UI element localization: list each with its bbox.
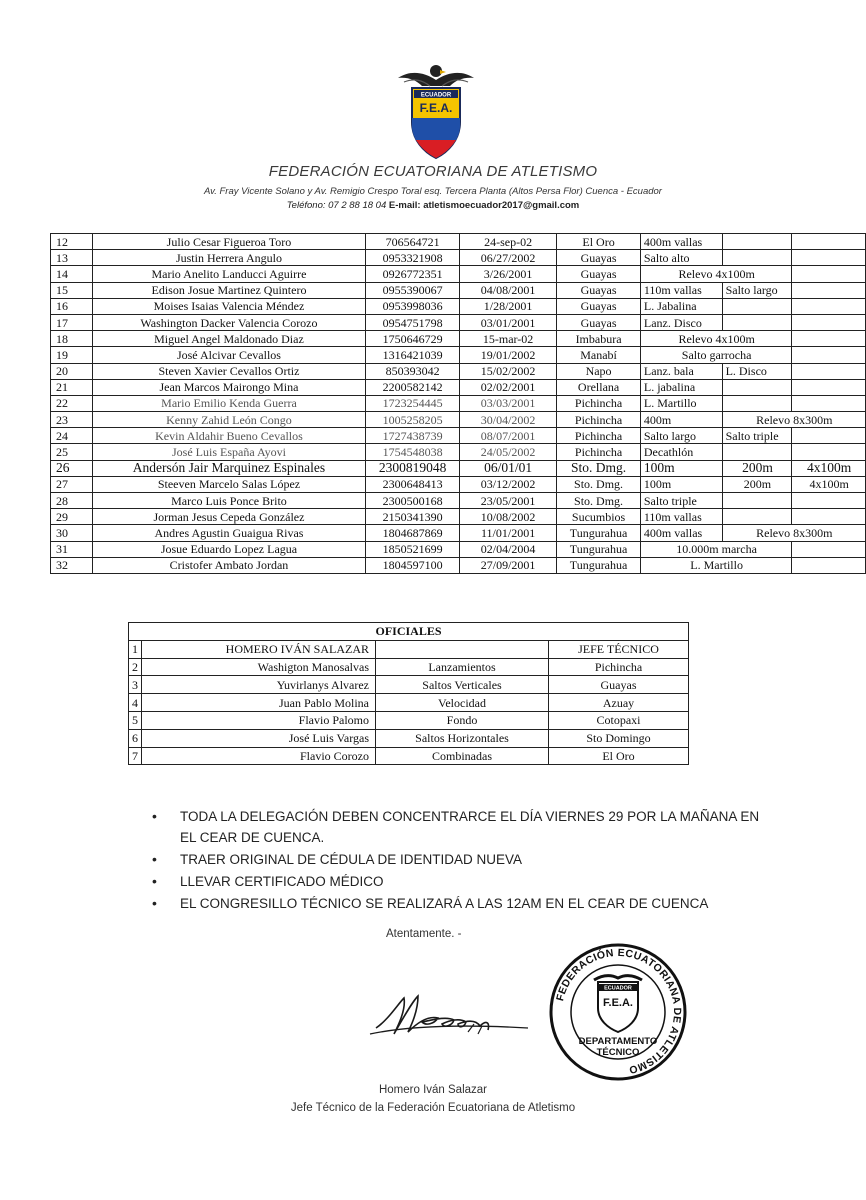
official-row bbox=[129, 729, 689, 747]
bullet-icon: • bbox=[152, 873, 157, 889]
athlete-province: Tungurahua bbox=[557, 541, 641, 557]
official-area: Saltos Horizontales bbox=[376, 729, 549, 747]
stamp-dept-line1: DEPARTAMENTO bbox=[578, 1036, 658, 1047]
official-number: 4 bbox=[129, 694, 142, 712]
athlete-birthdate: 24-sep-02 bbox=[459, 234, 556, 250]
athlete-name: Steven Xavier Cevallos Ortiz bbox=[92, 363, 366, 379]
official-row bbox=[129, 711, 689, 729]
official-name: Juan Pablo Molina bbox=[142, 694, 376, 712]
athlete-event-1: 100m bbox=[640, 476, 722, 492]
athlete-event-2 bbox=[722, 314, 792, 330]
official-province: Sto Domingo bbox=[549, 729, 689, 747]
athlete-row bbox=[51, 314, 866, 330]
officials-heading: OFICIALES bbox=[129, 623, 689, 641]
athlete-id-number: 1316421039 bbox=[366, 347, 460, 363]
athlete-row bbox=[51, 460, 866, 476]
athlete-province: Guayas bbox=[557, 298, 641, 314]
athlete-row bbox=[51, 331, 866, 347]
athlete-event-1: L. jabalina bbox=[640, 379, 722, 395]
athlete-birthdate: 15/02/2002 bbox=[459, 363, 556, 379]
athlete-event-2 bbox=[722, 379, 792, 395]
athlete-birthdate: 08/07/2001 bbox=[459, 428, 556, 444]
official-province: Azuay bbox=[549, 694, 689, 712]
official-name: Flavio Palomo bbox=[142, 711, 376, 729]
official-province: Cotopaxi bbox=[549, 711, 689, 729]
athlete-name: Mario Emilio Kenda Guerra bbox=[92, 395, 366, 411]
athlete-number: 13 bbox=[51, 250, 93, 266]
athlete-event-3 bbox=[792, 379, 866, 395]
athlete-event-1: L. Jabalina bbox=[640, 298, 722, 314]
athlete-name: Josue Eduardo Lopez Lagua bbox=[92, 541, 366, 557]
athlete-province: Guayas bbox=[557, 282, 641, 298]
athletes-table bbox=[50, 233, 866, 574]
athlete-name: Kenny Zahid León Congo bbox=[92, 412, 366, 428]
closing-text: Atentamente. - bbox=[386, 928, 462, 940]
athlete-event-3 bbox=[792, 282, 866, 298]
athlete-province: Napo bbox=[557, 363, 641, 379]
athlete-name: José Luis España Ayovi bbox=[92, 444, 366, 460]
official-number: 5 bbox=[129, 711, 142, 729]
athlete-number: 25 bbox=[51, 444, 93, 460]
official-area: Velocidad bbox=[376, 694, 549, 712]
athlete-name: Marco Luis Ponce Brito bbox=[92, 493, 366, 509]
athlete-row bbox=[51, 509, 866, 525]
handwritten-signature bbox=[368, 990, 533, 1045]
athlete-name: Edison Josue Martinez Quintero bbox=[92, 282, 366, 298]
official-name: Flavio Corozo bbox=[142, 747, 376, 765]
athlete-row bbox=[51, 428, 866, 444]
athlete-event-1: 400m vallas bbox=[640, 525, 722, 541]
stamp-dept-line2: TÉCNICO bbox=[596, 1047, 640, 1058]
athlete-id-number: 1723254445 bbox=[366, 395, 460, 411]
official-province: JEFE TÉCNICO bbox=[549, 640, 689, 658]
athlete-number: 24 bbox=[51, 428, 93, 444]
athlete-birthdate: 24/05/2002 bbox=[459, 444, 556, 460]
athlete-name: Justin Herrera Angulo bbox=[92, 250, 366, 266]
athlete-number: 15 bbox=[51, 282, 93, 298]
athlete-event-2: Relevo 8x300m bbox=[722, 412, 865, 428]
athlete-id-number: 0955390067 bbox=[366, 282, 460, 298]
org-email: E-mail: atletismoecuador2017@gmail.com bbox=[386, 200, 580, 211]
athlete-province: Imbabura bbox=[557, 331, 641, 347]
official-area: Saltos Verticales bbox=[376, 676, 549, 694]
athlete-province: Orellana bbox=[557, 379, 641, 395]
athlete-id-number: 850393042 bbox=[366, 363, 460, 379]
stamp-initials-text: F.E.A. bbox=[603, 997, 633, 1009]
athlete-event-3 bbox=[792, 298, 866, 314]
athlete-event-1: Salto garrocha bbox=[640, 347, 791, 363]
athlete-row bbox=[51, 525, 866, 541]
athlete-number: 18 bbox=[51, 331, 93, 347]
athlete-row bbox=[51, 347, 866, 363]
athlete-number: 23 bbox=[51, 412, 93, 428]
fea-logo bbox=[396, 60, 476, 160]
athlete-id-number: 1005258205 bbox=[366, 412, 460, 428]
athlete-number: 30 bbox=[51, 525, 93, 541]
athlete-event-3 bbox=[792, 266, 866, 282]
athlete-province: Sucumbios bbox=[557, 509, 641, 525]
athlete-birthdate: 10/08/2002 bbox=[459, 509, 556, 525]
athlete-event-2: Salto largo bbox=[722, 282, 792, 298]
athlete-name: Jean Marcos Mairongo Mina bbox=[92, 379, 366, 395]
athlete-event-3: 4x100m bbox=[792, 460, 866, 476]
athlete-province: Manabí bbox=[557, 347, 641, 363]
notes-list bbox=[152, 806, 772, 915]
athlete-number: 31 bbox=[51, 541, 93, 557]
athlete-id-number: 0953998036 bbox=[366, 298, 460, 314]
athlete-event-1: Salto alto bbox=[640, 250, 722, 266]
note-item bbox=[152, 849, 772, 870]
official-name: Yuvirlanys Alvarez bbox=[142, 676, 376, 694]
athlete-event-3 bbox=[792, 541, 866, 557]
athlete-number: 16 bbox=[51, 298, 93, 314]
athlete-province: El Oro bbox=[557, 234, 641, 250]
athlete-event-1: L. Martillo bbox=[640, 395, 722, 411]
athlete-row bbox=[51, 395, 866, 411]
athlete-event-2 bbox=[722, 509, 792, 525]
athlete-id-number: 0954751798 bbox=[366, 314, 460, 330]
officials-heading-row bbox=[129, 623, 689, 641]
org-contact bbox=[0, 200, 866, 211]
official-area: Combinadas bbox=[376, 747, 549, 765]
athlete-event-1: Relevo 4x100m bbox=[640, 331, 791, 347]
athlete-id-number: 2200582142 bbox=[366, 379, 460, 395]
logo-initials-text: F.E.A. bbox=[419, 101, 453, 115]
athlete-number: 14 bbox=[51, 266, 93, 282]
athlete-number: 29 bbox=[51, 509, 93, 525]
bullet-icon: • bbox=[152, 808, 157, 824]
stamp-banner-text: ECUADOR bbox=[604, 985, 632, 992]
athlete-id-number: 2150341390 bbox=[366, 509, 460, 525]
official-province: Guayas bbox=[549, 676, 689, 694]
athlete-event-3 bbox=[792, 250, 866, 266]
athlete-event-2: Salto triple bbox=[722, 428, 792, 444]
athlete-event-2 bbox=[722, 250, 792, 266]
athlete-event-3 bbox=[792, 234, 866, 250]
official-number: 3 bbox=[129, 676, 142, 694]
athlete-id-number: 2300500168 bbox=[366, 493, 460, 509]
athlete-birthdate: 30/04/2002 bbox=[459, 412, 556, 428]
athlete-id-number: 1754548038 bbox=[366, 444, 460, 460]
bullet-icon: • bbox=[152, 895, 157, 911]
signer-name: Homero Iván Salazar bbox=[378, 1084, 488, 1096]
athlete-province: Tungurahua bbox=[557, 525, 641, 541]
athlete-number: 20 bbox=[51, 363, 93, 379]
official-row bbox=[129, 676, 689, 694]
athlete-event-3 bbox=[792, 395, 866, 411]
athlete-id-number: 1850521699 bbox=[366, 541, 460, 557]
athlete-id-number: 1727438739 bbox=[366, 428, 460, 444]
org-address: Av. Fray Vicente Solano y Av. Remigio Crespo Toral esq. Tercera Planta (Altos Persa Flor) Cuenca - Ecuador bbox=[204, 186, 662, 197]
athlete-province: Guayas bbox=[557, 250, 641, 266]
athlete-id-number: 2300819048 bbox=[366, 460, 460, 476]
athlete-birthdate: 06/01/01 bbox=[459, 460, 556, 476]
athlete-id-number: 0926772351 bbox=[366, 266, 460, 282]
athlete-event-2 bbox=[722, 444, 792, 460]
note-text: TODA LA DELEGACIÓN DEBEN CONCENTRARCE EL DÍA VIERNES 29 POR LA MAÑANA EN EL CEAR DE CUENCA. bbox=[180, 809, 760, 845]
official-row bbox=[129, 658, 689, 676]
athlete-birthdate: 19/01/2002 bbox=[459, 347, 556, 363]
athlete-event-1: 10.000m marcha bbox=[640, 541, 791, 557]
athlete-event-3 bbox=[792, 347, 866, 363]
athlete-event-2 bbox=[722, 234, 792, 250]
athlete-event-2: 200m bbox=[722, 460, 792, 476]
athlete-event-3 bbox=[792, 493, 866, 509]
athlete-name: Julio Cesar Figueroa Toro bbox=[92, 234, 366, 250]
athlete-event-2: L. Disco bbox=[722, 363, 792, 379]
athlete-event-1: 100m bbox=[640, 460, 722, 476]
athlete-event-2: 200m bbox=[722, 476, 792, 492]
athlete-name: Andres Agustin Guaigua Rivas bbox=[92, 525, 366, 541]
athlete-name: Steeven Marcelo Salas López bbox=[92, 476, 366, 492]
athlete-event-3 bbox=[792, 557, 866, 573]
official-row bbox=[129, 747, 689, 765]
athlete-number: 32 bbox=[51, 557, 93, 573]
official-number: 1 bbox=[129, 640, 142, 658]
athlete-event-3: 4x100m bbox=[792, 476, 866, 492]
athlete-event-3 bbox=[792, 314, 866, 330]
athlete-event-2 bbox=[722, 493, 792, 509]
athlete-event-2 bbox=[722, 395, 792, 411]
note-item bbox=[152, 806, 772, 848]
athlete-province: Pichincha bbox=[557, 444, 641, 460]
athlete-event-2 bbox=[722, 298, 792, 314]
athlete-event-1: Salto largo bbox=[640, 428, 722, 444]
athlete-event-1: 400m bbox=[640, 412, 722, 428]
athlete-event-2: Relevo 8x300m bbox=[722, 525, 865, 541]
athlete-birthdate: 11/01/2001 bbox=[459, 525, 556, 541]
athlete-birthdate: 03/12/2002 bbox=[459, 476, 556, 492]
org-phone: Teléfono: 07 2 88 18 04 bbox=[286, 200, 387, 211]
athlete-event-1: Decathlón bbox=[640, 444, 722, 460]
athlete-row bbox=[51, 476, 866, 492]
athlete-id-number: 1804687869 bbox=[366, 525, 460, 541]
athlete-event-3 bbox=[792, 363, 866, 379]
athlete-number: 21 bbox=[51, 379, 93, 395]
athlete-name: Jorman Jesus Cepeda González bbox=[92, 509, 366, 525]
athlete-province: Tungurahua bbox=[557, 557, 641, 573]
athlete-name: Andersón Jair Marquinez Espinales bbox=[92, 460, 366, 476]
athlete-birthdate: 02/04/2004 bbox=[459, 541, 556, 557]
athlete-number: 26 bbox=[51, 460, 93, 476]
athlete-row bbox=[51, 234, 866, 250]
athlete-number: 28 bbox=[51, 493, 93, 509]
athlete-id-number: 0953321908 bbox=[366, 250, 460, 266]
official-number: 7 bbox=[129, 747, 142, 765]
athlete-row bbox=[51, 250, 866, 266]
note-text: LLEVAR CERTIFICADO MÉDICO bbox=[180, 874, 384, 889]
athlete-birthdate: 03/03/2001 bbox=[459, 395, 556, 411]
note-item bbox=[152, 893, 772, 914]
athlete-row bbox=[51, 298, 866, 314]
athlete-name: Moises Isaias Valencia Méndez bbox=[92, 298, 366, 314]
athlete-row bbox=[51, 412, 866, 428]
athlete-event-1: Lanz. Disco bbox=[640, 314, 722, 330]
athlete-number: 12 bbox=[51, 234, 93, 250]
athlete-id-number: 2300648413 bbox=[366, 476, 460, 492]
athlete-number: 22 bbox=[51, 395, 93, 411]
athlete-row bbox=[51, 541, 866, 557]
athlete-birthdate: 15-mar-02 bbox=[459, 331, 556, 347]
athlete-row bbox=[51, 266, 866, 282]
athlete-name: Washington Dacker Valencia Corozo bbox=[92, 314, 366, 330]
athlete-name: Mario Anelito Landucci Aguirre bbox=[92, 266, 366, 282]
athlete-birthdate: 23/05/2001 bbox=[459, 493, 556, 509]
athlete-birthdate: 04/08/2001 bbox=[459, 282, 556, 298]
athlete-id-number: 1750646729 bbox=[366, 331, 460, 347]
athlete-id-number: 1804597100 bbox=[366, 557, 460, 573]
athlete-row bbox=[51, 493, 866, 509]
note-text: EL CONGRESILLO TÉCNICO SE REALIZARÁ A LAS 12AM EN EL CEAR DE CUENCA bbox=[180, 896, 709, 911]
athlete-event-1: Relevo 4x100m bbox=[640, 266, 791, 282]
athlete-id-number: 706564721 bbox=[366, 234, 460, 250]
athlete-province: Sto. Dmg. bbox=[557, 460, 641, 476]
athlete-event-1: Lanz. bala bbox=[640, 363, 722, 379]
athlete-name: Cristofer Ambato Jordan bbox=[92, 557, 366, 573]
note-text: TRAER ORIGINAL DE CÉDULA DE IDENTIDAD NUEVA bbox=[180, 852, 523, 867]
athlete-row bbox=[51, 557, 866, 573]
org-title: FEDERACIÓN ECUATORIANA DE ATLETISMO bbox=[268, 163, 598, 180]
athlete-event-3 bbox=[792, 509, 866, 525]
athlete-province: Pichincha bbox=[557, 395, 641, 411]
athlete-event-3 bbox=[792, 444, 866, 460]
athlete-event-1: 400m vallas bbox=[640, 234, 722, 250]
athlete-event-1: L. Martillo bbox=[640, 557, 791, 573]
official-province: El Oro bbox=[549, 747, 689, 765]
athlete-event-1: Salto triple bbox=[640, 493, 722, 509]
athlete-province: Guayas bbox=[557, 314, 641, 330]
athlete-birthdate: 27/09/2001 bbox=[459, 557, 556, 573]
athlete-province: Sto. Dmg. bbox=[557, 476, 641, 492]
official-row bbox=[129, 640, 689, 658]
athlete-province: Sto. Dmg. bbox=[557, 493, 641, 509]
stamp-ring-text: FEDERACIÓN ECUATORIANA DE ATLETISMO bbox=[554, 946, 684, 1076]
athlete-number: 17 bbox=[51, 314, 93, 330]
officials-table bbox=[128, 622, 689, 765]
athlete-province: Pichincha bbox=[557, 412, 641, 428]
athlete-row bbox=[51, 444, 866, 460]
official-area: Fondo bbox=[376, 711, 549, 729]
athlete-number: 27 bbox=[51, 476, 93, 492]
athlete-event-1: 110m vallas bbox=[640, 509, 722, 525]
official-row bbox=[129, 694, 689, 712]
note-item bbox=[152, 871, 772, 892]
official-number: 2 bbox=[129, 658, 142, 676]
official-number: 6 bbox=[129, 729, 142, 747]
athlete-event-3 bbox=[792, 428, 866, 444]
bullet-icon: • bbox=[152, 851, 157, 867]
athlete-number: 19 bbox=[51, 347, 93, 363]
athlete-birthdate: 06/27/2002 bbox=[459, 250, 556, 266]
athlete-row bbox=[51, 363, 866, 379]
athlete-row bbox=[51, 282, 866, 298]
athlete-event-3 bbox=[792, 331, 866, 347]
athlete-birthdate: 1/28/2001 bbox=[459, 298, 556, 314]
athlete-name: Miguel Angel Maldonado Diaz bbox=[92, 331, 366, 347]
athlete-name: Kevin Aldahir Bueno Cevallos bbox=[92, 428, 366, 444]
athlete-name: José Alcivar Cevallos bbox=[92, 347, 366, 363]
athlete-birthdate: 3/26/2001 bbox=[459, 266, 556, 282]
logo-banner-text: ECUADOR bbox=[420, 92, 452, 99]
athlete-birthdate: 03/01/2001 bbox=[459, 314, 556, 330]
athlete-province: Guayas bbox=[557, 266, 641, 282]
official-area: Lanzamientos bbox=[376, 658, 549, 676]
official-name: José Luis Vargas bbox=[142, 729, 376, 747]
athlete-row bbox=[51, 379, 866, 395]
official-province: Pichincha bbox=[549, 658, 689, 676]
signer-title: Jefe Técnico de la Federación Ecuatoriana de Atletismo bbox=[290, 1102, 576, 1114]
official-name: HOMERO IVÁN SALAZAR bbox=[142, 640, 376, 658]
athlete-birthdate: 02/02/2001 bbox=[459, 379, 556, 395]
department-stamp bbox=[548, 942, 688, 1082]
athlete-event-1: 110m vallas bbox=[640, 282, 722, 298]
official-name: Washigton Manosalvas bbox=[142, 658, 376, 676]
official-area bbox=[376, 640, 549, 658]
athlete-province: Pichincha bbox=[557, 428, 641, 444]
